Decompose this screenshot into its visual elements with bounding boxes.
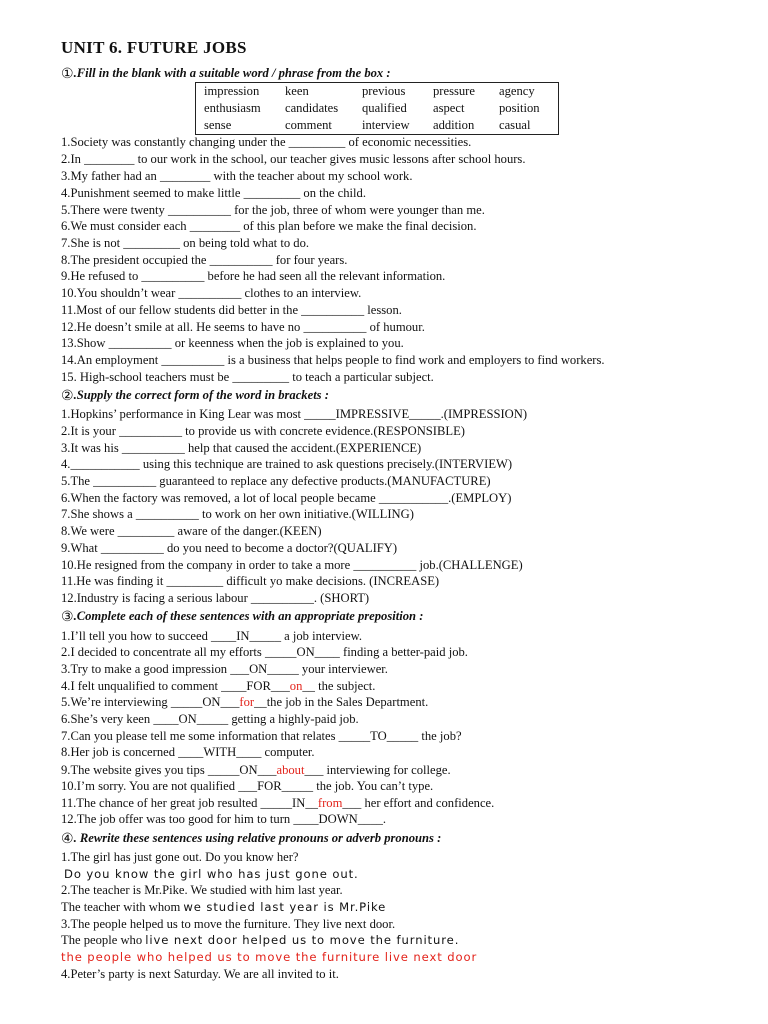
- word-box-cell: addition: [433, 118, 475, 132]
- line-text: ___ interviewing for college.: [304, 763, 451, 777]
- exercise-line: 13.Show __________ or keenness when the job is explained to you.: [61, 336, 404, 350]
- word-box-cell: impression: [204, 84, 260, 98]
- line-text: 4.I felt unqualified to comment ____FOR___: [61, 679, 290, 693]
- exercise-line: 6.We must consider each ________ of this plan before we make the final decision.: [61, 219, 477, 233]
- line-text: 7.Can you please tell me some information that relates _____TO_____ the job?: [61, 729, 462, 743]
- exercise-line: 8.We were _________ aware of the danger.(KEEN): [61, 524, 322, 538]
- exercise-line: [61, 711, 359, 728]
- answer-prefix: The people who: [61, 933, 143, 947]
- line-text: 9.The website gives you tips _____ON___: [61, 763, 277, 777]
- exercise-line: 1.Society was constantly changing under the _________ of economic necessities.: [61, 135, 472, 149]
- exercise-line: [61, 694, 428, 711]
- exercise-line: 11.He was finding it _________ difficult yo make decisions. (INCREASE): [61, 574, 440, 588]
- exercise-line: 5.The __________ guaranteed to replace any defective products.(MANUFACTURE): [61, 474, 491, 488]
- exercise-line: [61, 628, 362, 645]
- handwritten-answer: Do you know the girl who has just gone out.: [64, 867, 359, 881]
- line-text: 5.We’re interviewing _____ON___: [61, 695, 240, 709]
- exercise-line: [61, 744, 315, 761]
- section-1-heading-text: .Fill in the blank with a suitable word / phrase from the box :: [73, 66, 391, 80]
- exercise-line: 4.___________ using this technique are trained to ask questions precisely.(INTERVIEW): [61, 457, 513, 471]
- exercise-line: 15. High-school teachers must be _________ to teach a particular subject.: [61, 370, 434, 384]
- answer-prefix: The teacher with whom: [61, 900, 181, 914]
- exercise-line: 12.Industry is facing a serious labour __________. (SHORT): [61, 591, 370, 605]
- line-text: __the job in the Sales Department.: [254, 695, 429, 709]
- section-2-heading: [61, 388, 329, 405]
- section-1-number: ①: [61, 67, 74, 82]
- exercise-line: 11.Most of our fellow students did better in the __________ lesson.: [61, 303, 402, 317]
- exercise-line: 8.The president occupied the __________ for four years.: [61, 253, 348, 267]
- exercise-line: 6.When the factory was removed, a lot of local people became ___________.(EMPLOY): [61, 491, 512, 505]
- line-text: 12.The job offer was too good for him to turn ____DOWN____.: [61, 812, 387, 826]
- line-text: 6.She’s very keen ____ON_____ getting a highly-paid job.: [61, 712, 359, 726]
- line-text: __ the subject.: [302, 679, 376, 693]
- exercise-line: [61, 661, 388, 678]
- line-text: 3.Try to make a good impression ___ON_____ your interviewer.: [61, 662, 388, 676]
- exercise-line: 10.He resigned from the company in order to take a more __________ job.(CHALLENGE): [61, 558, 523, 572]
- exercise-line: 5.There were twenty __________ for the job, three of whom were younger than me.: [61, 203, 485, 217]
- exercise-line: 1.Hopkins’ performance in King Lear was most _____IMPRESSIVE_____.(IMPRESSION): [61, 407, 528, 421]
- section-3-heading-text: .Complete each of these sentences with an appropriate preposition :: [73, 609, 424, 623]
- question-line: 4.Peter’s party is next Saturday. We are all invited to it.: [61, 967, 339, 981]
- exercise-line: [61, 778, 433, 795]
- word-box-cell: interview: [362, 118, 410, 132]
- red-correction: for: [239, 695, 255, 709]
- line-text: 11.The chance of her great job resulted _____IN__: [61, 796, 318, 810]
- section-4-heading-text: . Rewrite these sentences using relative pronouns or adverb pronouns :: [73, 831, 442, 845]
- exercise-line: [61, 728, 462, 745]
- word-box-cell: sense: [204, 118, 232, 132]
- word-box-cell: qualified: [362, 101, 407, 115]
- word-box-cell: comment: [285, 118, 332, 132]
- exercise-line: 7.She is not _________ on being told what to do.: [61, 236, 310, 250]
- section-4-heading: [61, 831, 441, 848]
- line-text: 2.I decided to concentrate all my efforts _____ON____ finding a better-paid job.: [61, 645, 468, 659]
- page-title: UNIT 6. FUTURE JOBS: [61, 38, 247, 57]
- line-text: 1.I’ll tell you how to succeed ____IN_____ a job interview.: [61, 629, 363, 643]
- red-correction: about: [276, 763, 305, 777]
- red-correction: from: [317, 796, 343, 810]
- section-2-number: ②: [61, 389, 74, 404]
- word-box-cell: pressure: [433, 84, 475, 98]
- exercise-line: 3.My father had an ________ with the teacher about my school work.: [61, 169, 413, 183]
- word-box-cell: previous: [362, 84, 406, 98]
- exercise-line: [61, 811, 386, 828]
- question-line: 2.The teacher is Mr.Pike. We studied with him last year.: [61, 883, 343, 897]
- word-box-cell: aspect: [433, 101, 465, 115]
- exercise-line: [61, 678, 375, 695]
- line-text: ___ her effort and confidence.: [342, 796, 495, 810]
- question-line: 1.The girl has just gone out. Do you know her?: [61, 850, 299, 864]
- section-3-number: ③: [61, 610, 74, 625]
- section-3-heading: [61, 609, 423, 626]
- word-box-cell: enthusiasm: [204, 101, 261, 115]
- word-box-cell: keen: [285, 84, 309, 98]
- exercise-line: 2.In ________ to our work in the school, our teacher gives music lessons after school hours.: [61, 152, 526, 166]
- word-box-cell: casual: [499, 118, 531, 132]
- red-correction: on: [289, 679, 303, 693]
- exercise-line: 3.It was his __________ help that caused the accident.(EXPERIENCE): [61, 441, 422, 455]
- section-1-heading: [61, 66, 391, 83]
- answer-line: [61, 899, 386, 916]
- handwritten-answer: we studied last year is Mr.Pike: [183, 900, 387, 914]
- exercise-line: 2.It is your __________ to provide us with concrete evidence.(RESPONSIBLE): [61, 424, 465, 438]
- question-line: 3.The people helped us to move the furniture. They live next door.: [61, 917, 396, 931]
- word-box-cell: candidates: [285, 101, 339, 115]
- exercise-line: 4.Punishment seemed to make little _________ on the child.: [61, 186, 367, 200]
- exercise-line: [61, 795, 494, 812]
- exercise-line: 9.He refused to __________ before he had seen all the relevant information.: [61, 269, 446, 283]
- word-box: [195, 82, 559, 135]
- word-box-cell: position: [499, 101, 540, 115]
- answer-line: [61, 932, 459, 949]
- line-text: 8.Her job is concerned ____WITH____ computer.: [61, 745, 315, 759]
- exercise-line: 7.She shows a __________ to work on her own initiative.(WILLING): [61, 507, 414, 521]
- section-4-number: ④: [61, 832, 74, 847]
- exercise-line: [61, 762, 451, 779]
- exercise-line: 10.You shouldn’t wear __________ clothes to an interview.: [61, 286, 362, 300]
- section-2-heading-text: .Supply the correct form of the word in brackets :: [73, 388, 329, 402]
- line-text: 10.I’m sorry. You are not qualified ___FOR_____ the job. You can’t type.: [61, 779, 434, 793]
- red-handwritten-answer: the people who helped us to move the furniture live next door: [61, 950, 478, 964]
- exercise-line: 9.What __________ do you need to become a doctor?(QUALIFY): [61, 541, 398, 555]
- exercise-line: 12.He doesn’t smile at all. He seems to have no __________ of humour.: [61, 320, 425, 334]
- exercise-line: [61, 644, 468, 661]
- exercise-line: 14.An employment __________ is a business that helps people to find work and employers to find workers.: [61, 353, 605, 367]
- handwritten-answer: live next door helped us to move the furniture.: [145, 933, 460, 947]
- word-box-cell: agency: [499, 84, 535, 98]
